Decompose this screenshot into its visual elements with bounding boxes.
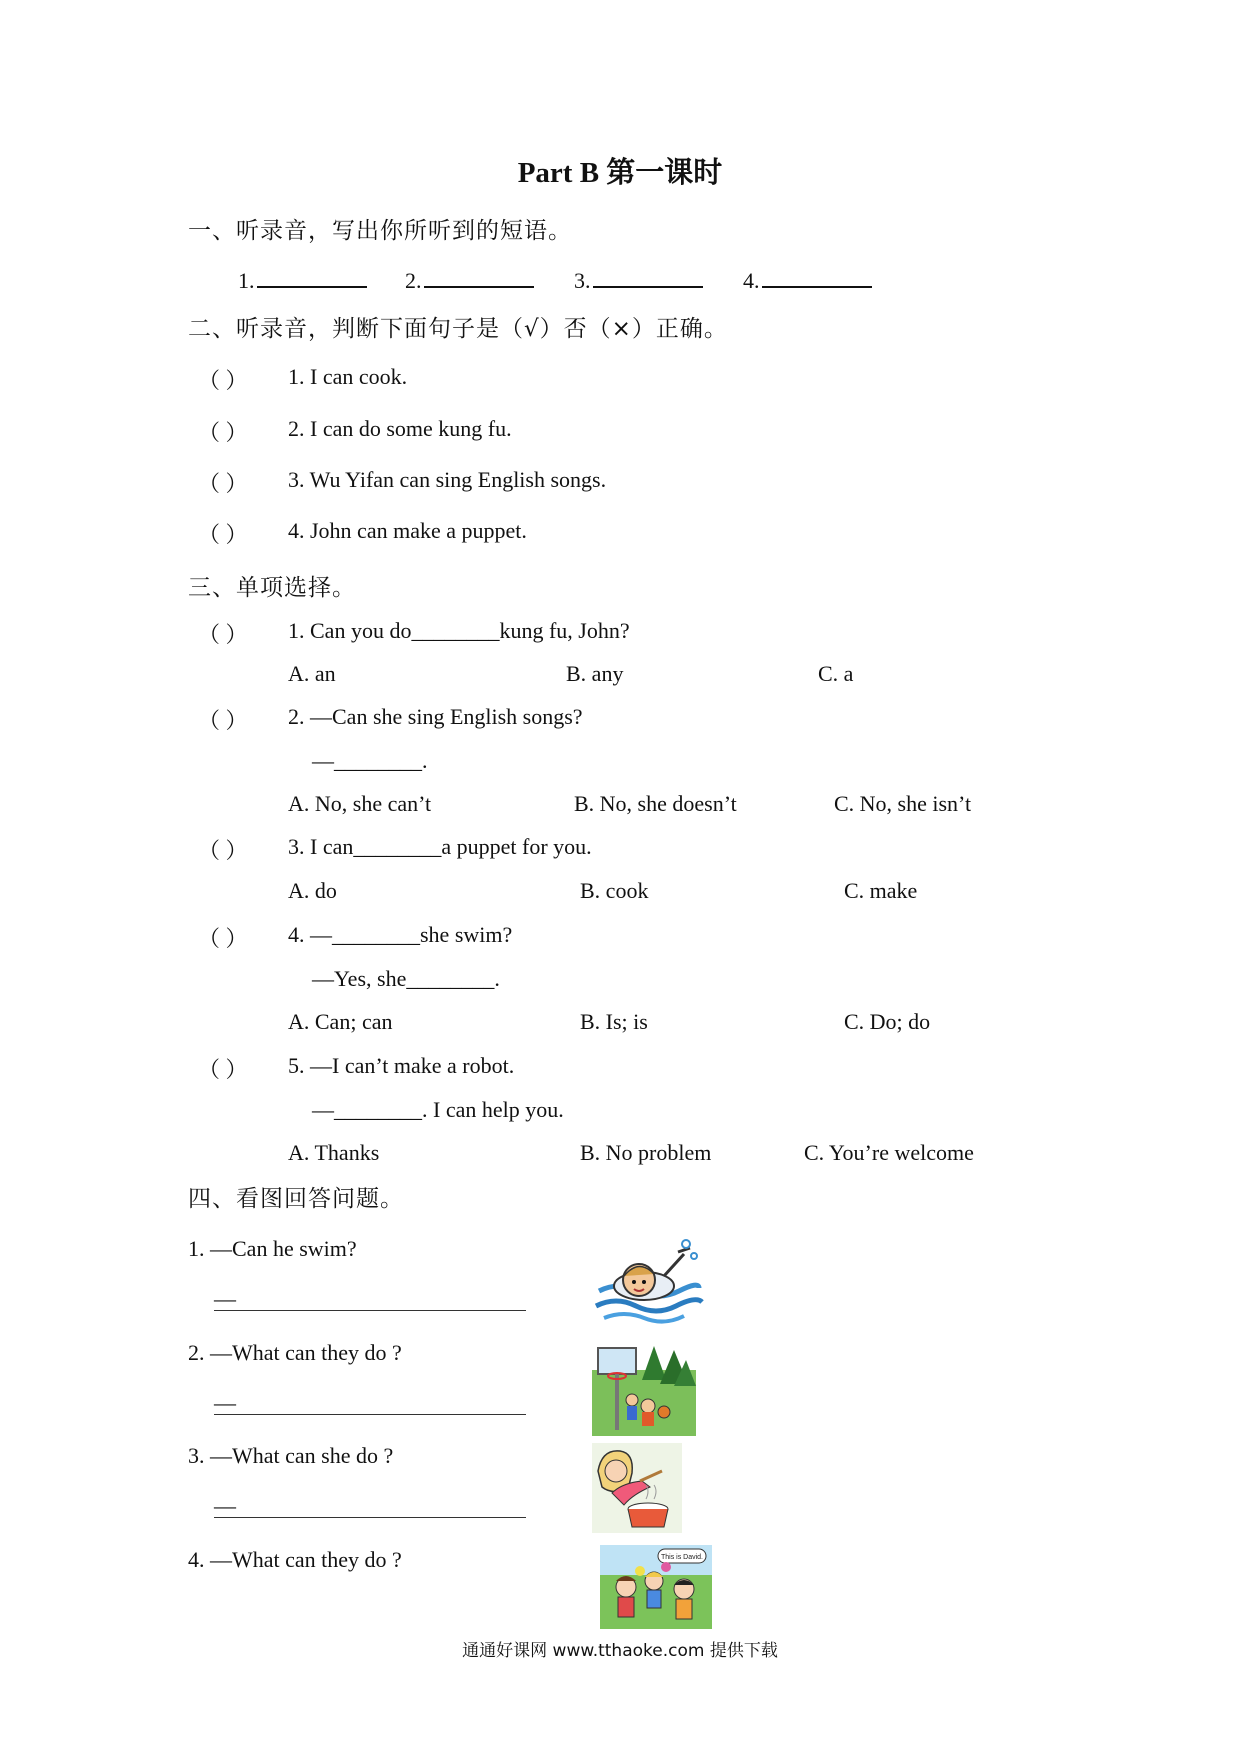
choice-q1-option-a[interactable]: A. an [288,661,336,686]
choice-q3-option-b[interactable]: B. cook [580,878,649,903]
picture-question-2: 2. —What can they do ? [188,1340,402,1365]
blank-item-3: 3. [574,264,703,294]
choice-q3-stem: 3. I can________a puppet for you. [288,834,592,859]
judge-item-3: 3. Wu Yifan can sing English songs. [288,467,607,492]
choice-q2-option-a[interactable]: A. No, she can’t [288,791,432,816]
choice-q2-option-c[interactable]: C. No, she isn’t [834,791,972,816]
answer-paren[interactable]: （ ） [198,420,248,445]
answer-dash: — [214,1493,236,1518]
choice-q4-option-c[interactable]: C. Do; do [844,1009,931,1034]
choice-q2-stem: 2. —Can she sing English songs? [288,704,583,729]
choice-q1-option-c[interactable]: C. a [818,661,854,686]
choice-q2-option-b[interactable]: B. No, she doesn’t [574,791,737,816]
choice-q5-option-b[interactable]: B. No problem [580,1140,712,1165]
choice-q4-stem: 4. —________she swim? [288,922,513,947]
speech-bubble-text: This is David. [660,1554,704,1561]
answer-paren[interactable]: （ ） [198,838,248,863]
answer-dash: — [214,1390,236,1415]
section2-heading: 二、听录音，判断下面句子是（√）否（×）正确。 [188,316,728,342]
section1-heading: 一、听录音，写出你所听到的短语。 [188,218,572,244]
blank-line[interactable] [257,264,367,288]
choice-q2-reply: —________. [312,748,428,773]
section3-heading: 三、单项选择。 [188,575,356,601]
answer-paren[interactable]: （ ） [198,522,248,547]
answer-line[interactable] [214,1517,526,1518]
basketball-illustration [592,1340,696,1436]
answer-line[interactable] [214,1310,526,1311]
choice-q5-option-c[interactable]: C. You’re welcome [804,1140,974,1165]
choice-q1-option-b[interactable]: B. any [566,661,624,686]
judge-item-2: 2. I can do some kung fu. [288,416,512,441]
choice-q5-option-a[interactable]: A. Thanks [288,1140,380,1165]
blank-item-2: 2. [405,264,534,294]
choice-q5-reply: —________. I can help you. [312,1097,564,1122]
footer-credit: 通通好课网 www.tthaoke.com 提供下载 [462,1641,778,1661]
choice-q4-reply: —Yes, she________. [312,966,500,991]
picture-question-3: 3. —What can she do ? [188,1443,394,1468]
blank-line[interactable] [424,264,534,288]
choice-q1-stem: 1. Can you do________kung fu, John? [288,618,630,643]
answer-line[interactable] [214,1414,526,1415]
choice-q5-stem: 5. —I can’t make a robot. [288,1053,515,1078]
picture-question-1: 1. —Can he swim? [188,1236,357,1261]
blank-line[interactable] [593,264,703,288]
page-title: Part B 第一课时 [517,157,723,189]
answer-paren[interactable]: （ ） [198,368,248,393]
answer-paren[interactable]: （ ） [198,926,248,951]
blank-item-4: 4. [743,264,872,294]
blank-item-1: 1. [238,264,367,294]
answer-paren[interactable]: （ ） [198,708,248,733]
choice-q3-option-a[interactable]: A. do [288,878,337,903]
judge-item-1: 1. I can cook. [288,364,408,389]
answer-dash: — [214,1286,236,1311]
picture-question-4: 4. —What can they do ? [188,1547,402,1572]
choice-q4-option-b[interactable]: B. Is; is [580,1009,648,1034]
section4-heading: 四、看图回答问题。 [188,1186,404,1212]
answer-paren[interactable]: （ ） [198,622,248,647]
choice-q3-option-c[interactable]: C. make [844,878,918,903]
swimming-boy-illustration [594,1236,704,1326]
judge-item-4: 4. John can make a puppet. [288,518,527,543]
choice-q4-option-a[interactable]: A. Can; can [288,1009,393,1034]
blank-line[interactable] [762,264,872,288]
answer-paren[interactable]: （ ） [198,471,248,496]
children-playing-illustration [600,1545,712,1629]
answer-paren[interactable]: （ ） [198,1057,248,1082]
girl-cooking-illustration [592,1443,682,1533]
